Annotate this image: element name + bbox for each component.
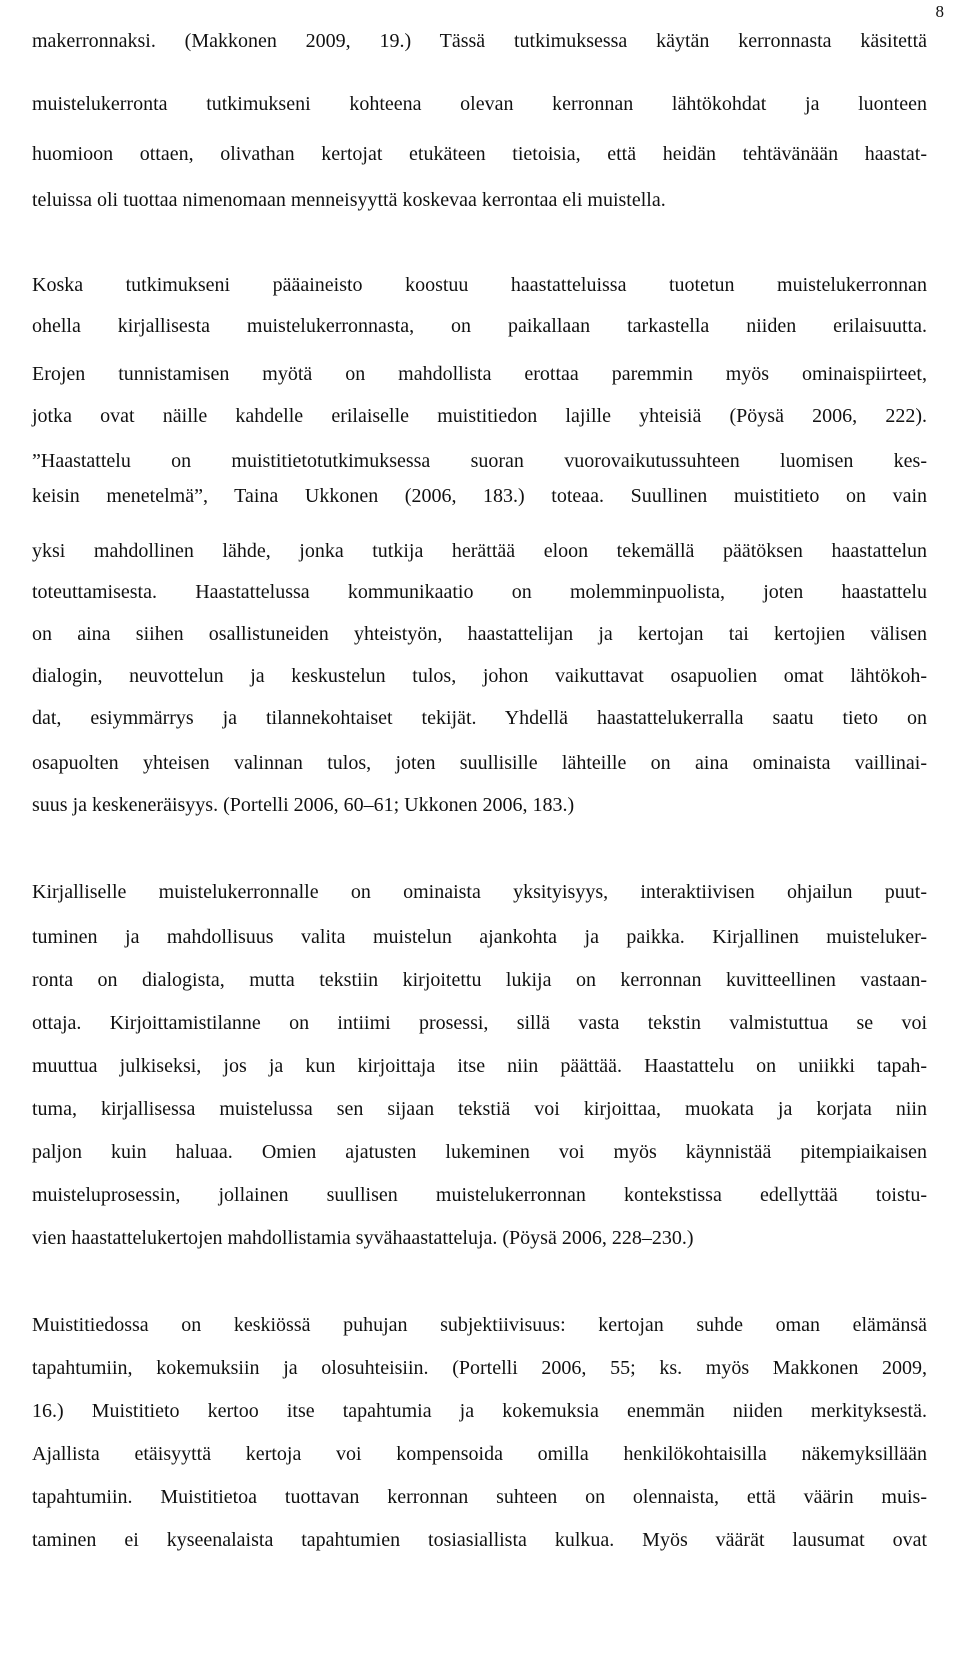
text-line: vien haastattelukertojen mahdollistamia syvähaastatteluja. (Pöysä 2006, 228–230.) xyxy=(32,1227,694,1249)
text-line: ”Haastattelu on muistitietotutkimuksessa suoran vuorovaikutussuhteen luomisen kes- xyxy=(32,450,927,472)
text-line: muisteluprosessin, jollainen suullisen muistelukerronnan kontekstissa edellyttää toistu- xyxy=(32,1184,927,1206)
text-line: Ajallista etäisyyttä kertoja voi kompensoida omilla henkilökohtaisilla näkemyksillään xyxy=(32,1443,927,1465)
text-line: taminen ei kyseenalaista tapahtumien tosiasiallista kulkua. Myös väärät lausumat ovat xyxy=(32,1529,927,1551)
text-line: toteuttamisesta. Haastattelussa kommunikaatio on molemminpuolista, joten haastattelu xyxy=(32,581,927,603)
text-line: Erojen tunnistamisen myötä on mahdollista erottaa paremmin myös ominaispiirteet, xyxy=(32,363,927,385)
text-line: makerronnaksi. (Makkonen 2009, 19.) Tässä tutkimuksessa käytän kerronnasta käsitettä xyxy=(32,30,927,52)
text-line: teluissa oli tuottaa nimenomaan menneisyyttä koskevaa kerrontaa eli muistella. xyxy=(32,189,666,211)
text-line: jotka ovat näille kahdelle erilaiselle muistitiedon lajille yhteisiä (Pöysä 2006, 222). xyxy=(32,405,927,427)
text-line: ottaja. Kirjoittamistilanne on intiimi prosessi, sillä vasta tekstin valmistuttua se voi xyxy=(32,1012,927,1034)
text-line: dialogin, neuvottelun ja keskustelun tulos, johon vaikuttavat osapuolien omat lähtökoh- xyxy=(32,665,927,687)
text-line: tapahtumiin, kokemuksiin ja olosuhteisiin. (Portelli 2006, 55; ks. myös Makkonen 2009, xyxy=(32,1357,927,1379)
text-line: ohella kirjallisesta muistelukerronnasta, on paikallaan tarkastella niiden erilaisuutta. xyxy=(32,315,927,337)
text-line: tapahtumiin. Muistitietoa tuottavan kerronnan suhteen on olennaista, että väärin muis- xyxy=(32,1486,927,1508)
text-line: yksi mahdollinen lähde, jonka tutkija herättää eloon tekemällä päätöksen haastattelun xyxy=(32,540,927,562)
text-line: dat, esiymmärrys ja tilannekohtaiset tekijät. Yhdellä haastattelukerralla saatu tieto on xyxy=(32,707,927,729)
text-line: Kirjalliselle muistelukerronnalle on ominaista yksityisyys, interaktiivisen ohjailun puut- xyxy=(32,881,927,903)
text-line: on aina siihen osallistuneiden yhteistyön, haastattelijan ja kertojan tai kertojien välisen xyxy=(32,623,927,645)
text-line: osapuolten yhteisen valinnan tulos, joten suullisille lähteille on aina ominaista vaillinai- xyxy=(32,752,927,774)
text-line: huomioon ottaen, olivathan kertojat etukäteen tietoisia, että heidän tehtävänään haastat- xyxy=(32,143,927,165)
text-line: Muistitiedossa on keskiössä puhujan subjektiivisuus: kertojan suhde oman elämänsä xyxy=(32,1314,927,1336)
text-line: muuttua julkiseksi, jos ja kun kirjoittaja itse niin päättää. Haastattelu on uniikki tapah- xyxy=(32,1055,927,1077)
text-line: muistelukerronta tutkimukseni kohteena olevan kerronnan lähtökohdat ja luonteen xyxy=(32,93,927,115)
text-line: Koska tutkimukseni pääaineisto koostuu haastatteluissa tuotetun muistelukerronnan xyxy=(32,274,927,296)
text-line: suus ja keskeneräisyys. (Portelli 2006, 60–61; Ukkonen 2006, 183.) xyxy=(32,794,575,816)
text-line: tuma, kirjallisessa muistelussa sen sijaan tekstiä voi kirjoittaa, muokata ja korjata niin xyxy=(32,1098,927,1120)
text-line: keisin menetelmä”, Taina Ukkonen (2006, 183.) toteaa. Suullinen muistitieto on vain xyxy=(32,485,927,507)
text-line: tuminen ja mahdollisuus valita muistelun ajankohta ja paikka. Kirjallinen muisteluker- xyxy=(32,926,927,948)
page-number: 8 xyxy=(935,2,944,21)
text-line: paljon kuin haluaa. Omien ajatusten lukeminen voi myös käynnistää pitempiaikaisen xyxy=(32,1141,927,1163)
text-line: ronta on dialogista, mutta tekstiin kirjoitettu lukija on kerronnan kuvitteellinen vastaan- xyxy=(32,969,927,991)
text-line: 16.) Muistitieto kertoo itse tapahtumia ja kokemuksia enemmän niiden merkityksestä. xyxy=(32,1400,927,1422)
